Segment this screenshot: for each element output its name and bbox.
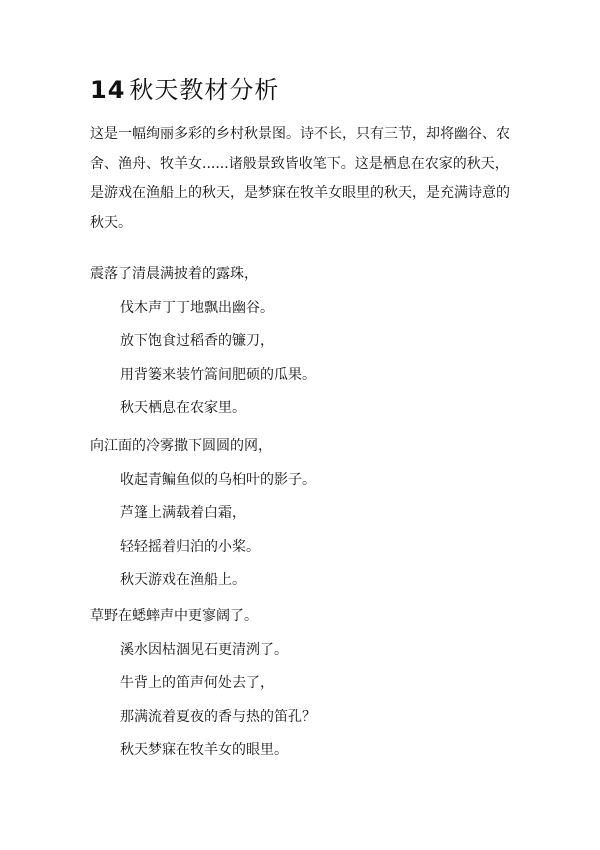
- poem-line: 放下饱食过稻香的镰刀，: [120, 333, 274, 349]
- poem-line: 那满流着夏夜的香与热的笛孔？: [120, 708, 316, 725]
- poem-line: 牛背上的笛声何处去了，: [120, 675, 274, 691]
- poem-line: 收起青鳊鱼似的乌桕叶的影子。: [120, 471, 316, 488]
- poem-line: 用背篓来装竹篙间肥硕的瓜果。: [120, 366, 316, 383]
- intro-line: 舍、渔舟、牧羊女......诸般景致皆收笔下。这是栖息在农家的秋天，: [90, 155, 509, 172]
- poem-line: 震落了清晨满披着的露珠，: [90, 266, 258, 282]
- poem-line: 伐木声丁丁地飘出幽谷。: [120, 299, 274, 316]
- poem-line: 向江面的冷雾撒下圆圆的网，: [90, 438, 272, 454]
- poem-line: 溪水因枯涸见石更清洌了。: [120, 641, 288, 658]
- poem-line: 轻轻摇着归泊的小桨。: [120, 538, 260, 555]
- title-text: 秋天教材分析: [129, 76, 280, 104]
- intro-line: 这是一幅绚丽多彩的乡村秋景图。诗不长，只有三节，却将幽谷、农: [90, 126, 510, 142]
- poem-stanza-1: [90, 264, 530, 432]
- intro-line: 是游戏在渔船上的秋天，是梦寐在牧羊女眼里的秋天，是充满诗意的: [90, 185, 510, 201]
- poem-stanza-2: [90, 436, 530, 604]
- page-title: [90, 74, 279, 106]
- intro-paragraph: [90, 120, 520, 238]
- poem-line: 秋天游戏在渔船上。: [120, 572, 246, 588]
- poem-line: 秋天梦寐在牧羊女的眼里。: [120, 742, 288, 758]
- poem-line: 草野在蟋蟀声中更寥阔了。: [90, 608, 258, 624]
- intro-line: 秋天。: [90, 214, 132, 231]
- poem-line: 芦篷上满载着白霜，: [120, 505, 246, 521]
- poem-line: 秋天栖息在农家里。: [120, 400, 246, 416]
- poem-stanza-3: [90, 606, 530, 774]
- title-number: 14: [90, 76, 126, 104]
